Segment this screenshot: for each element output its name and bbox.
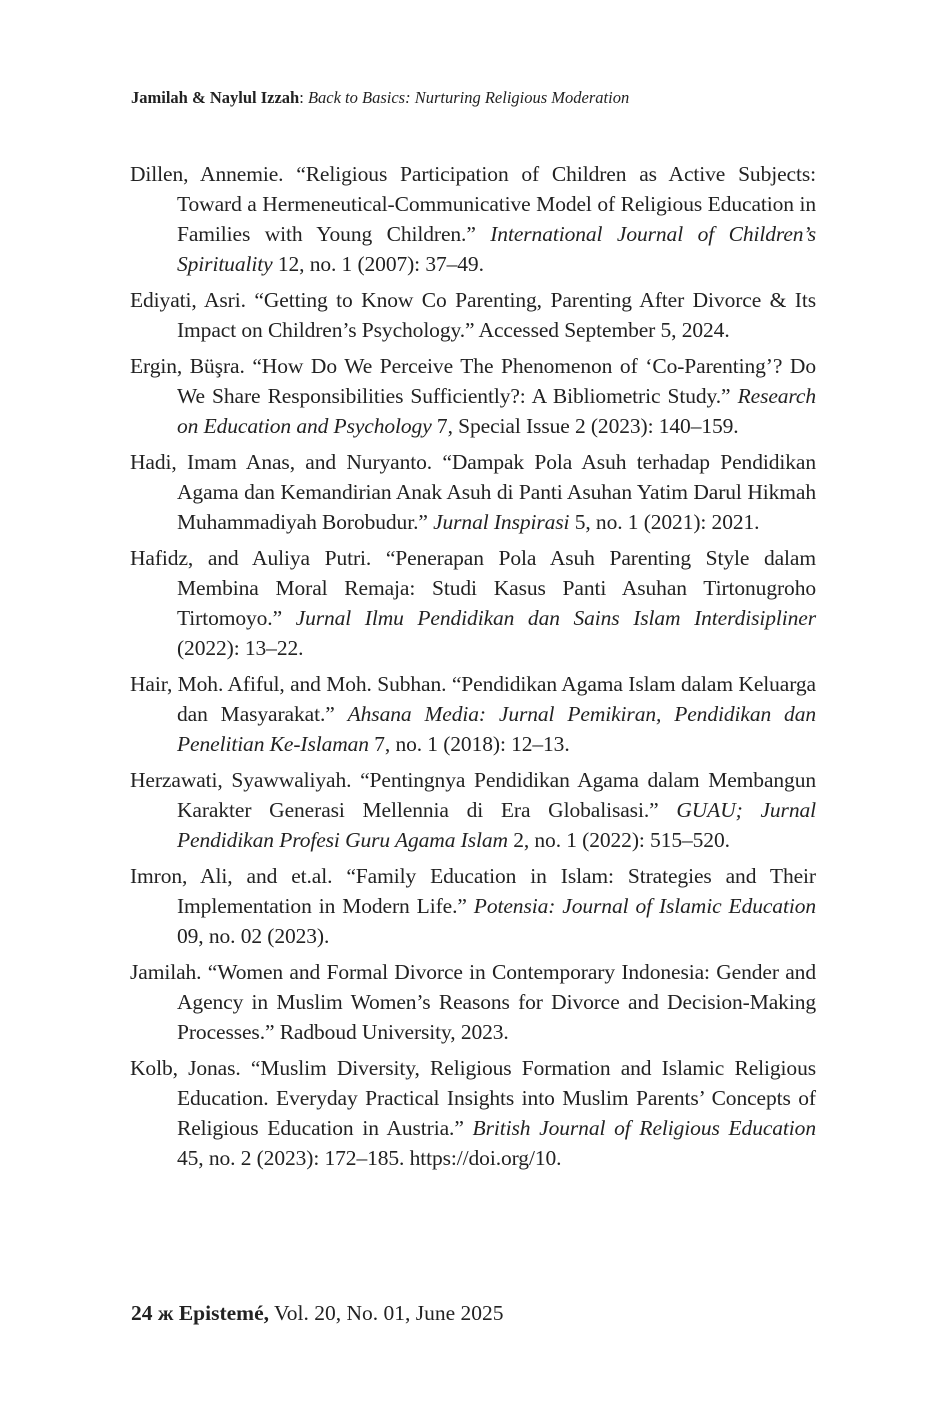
reference-entry	[130, 351, 816, 441]
reference-source-title: GUAU; Jurnal Pendidikan Profesi Guru Agama Islam	[177, 798, 816, 852]
reference-list	[130, 159, 816, 1179]
reference-text: Kolb, Jonas. “Muslim Diversity, Religious Formation and Islamic Religious Education. Everyday Practical Insights into Muslim Parents’ Concepts of Religious Education in Austria.”	[130, 1056, 816, 1140]
reference-entry	[130, 765, 816, 855]
reference-text: Hafidz, and Auliya Putri. “Penerapan Pola Asuh Parenting Style dalam Membina Moral Remaja: Studi Kasus Panti Asuhan Tirtonugroho Tirtomoyo.”	[130, 546, 816, 630]
reference-source-title: Jurnal Ilmu Pendidikan dan Sains Islam Interdisipliner	[295, 606, 816, 630]
running-head-authors: Jamilah & Naylul Izzah	[131, 88, 300, 107]
reference-text: Ergin, Büşra. “How Do We Perceive The Phenomenon of ‘Co-Parenting’? Do We Share Responsibilities Sufficiently?: A Bibliometric Study.”	[130, 354, 816, 408]
reference-details: 7, no. 1 (2018): 12–13.	[368, 732, 570, 756]
reference-entry	[130, 669, 816, 759]
page-number: 24	[131, 1301, 153, 1325]
reference-details: 5, no. 1 (2021): 2021.	[569, 510, 760, 534]
reference-text: Hair, Moh. Afiful, and Moh. Subhan. “Pendidikan Agama Islam dalam Keluarga dan Masyarakat.”	[130, 672, 816, 726]
issue-info: Vol. 20, No. 01, June 2025	[274, 1301, 504, 1325]
page-footer	[131, 1298, 831, 1328]
reference-entry	[130, 285, 816, 345]
reference-entry	[130, 1053, 816, 1173]
reference-text: Herzawati, Syawwaliyah. “Pentingnya Pendidikan Agama dalam Membangun Karakter Generasi Mellennia di Era Globalisasi.”	[130, 768, 816, 822]
reference-source-title: Ahsana Media: Jurnal Pemikiran, Pendidikan dan Penelitian Ke-Islaman	[177, 702, 816, 756]
ornament-glyph: ж	[157, 1301, 174, 1325]
reference-entry	[130, 957, 816, 1047]
reference-details: (2022): 13–22.	[177, 636, 304, 660]
reference-source-title: Research on Education and Psychology	[177, 384, 816, 438]
reference-details: 45, no. 2 (2023): 172–185. https://doi.org/10.	[177, 1146, 562, 1170]
reference-entry	[130, 447, 816, 537]
reference-text: Ediyati, Asri. “Getting to Know Co Parenting, Parenting After Divorce & Its Impact on Children’s Psychology.” Accessed September 5, 2024.	[130, 288, 816, 342]
reference-entry	[130, 861, 816, 951]
reference-entry	[130, 159, 816, 279]
journal-name: Epistemé,	[178, 1301, 270, 1325]
reference-details: 09, no. 02 (2023).	[177, 924, 330, 948]
reference-text: Imron, Ali, and et.al. “Family Education in Islam: Strategies and Their Implementation in Modern Life.”	[130, 864, 816, 918]
running-head-subtitle: Back to Basics: Nurturing Religious Moderation	[307, 88, 630, 107]
running-head	[131, 86, 831, 110]
reference-details: 2, no. 1 (2022): 515–520.	[507, 828, 730, 852]
reference-details: 7, Special Issue 2 (2023): 140–159.	[431, 414, 739, 438]
reference-text: Hadi, Imam Anas, and Nuryanto. “Dampak Pola Asuh terhadap Pendidikan Agama dan Kemandirian Anak Asuh di Panti Asuhan Yatim Darul Hikmah Muhammadiyah Borobudur.”	[130, 450, 816, 534]
reference-source-title: Jurnal Inspirasi	[433, 510, 570, 534]
reference-source-title: British Journal of Religious Education	[472, 1116, 816, 1140]
reference-entry	[130, 543, 816, 663]
reference-source-title: International Journal of Children’s Spirituality	[177, 222, 816, 276]
reference-text: Jamilah. “Women and Formal Divorce in Contemporary Indonesia: Gender and Agency in Muslim Women’s Reasons for Divorce and Decision-Making Processes.” Radboud University, 2023.	[130, 960, 816, 1044]
reference-details: 12, no. 1 (2007): 37–49.	[272, 252, 484, 276]
running-head-separator: :	[299, 88, 308, 107]
reference-text: Dillen, Annemie. “Religious Participation of Children as Active Subjects: Toward a Hermeneutical-Communicative Model of Religious Education in Families with Young Children.”	[130, 162, 816, 246]
reference-source-title: Potensia: Journal of Islamic Education	[473, 894, 817, 918]
